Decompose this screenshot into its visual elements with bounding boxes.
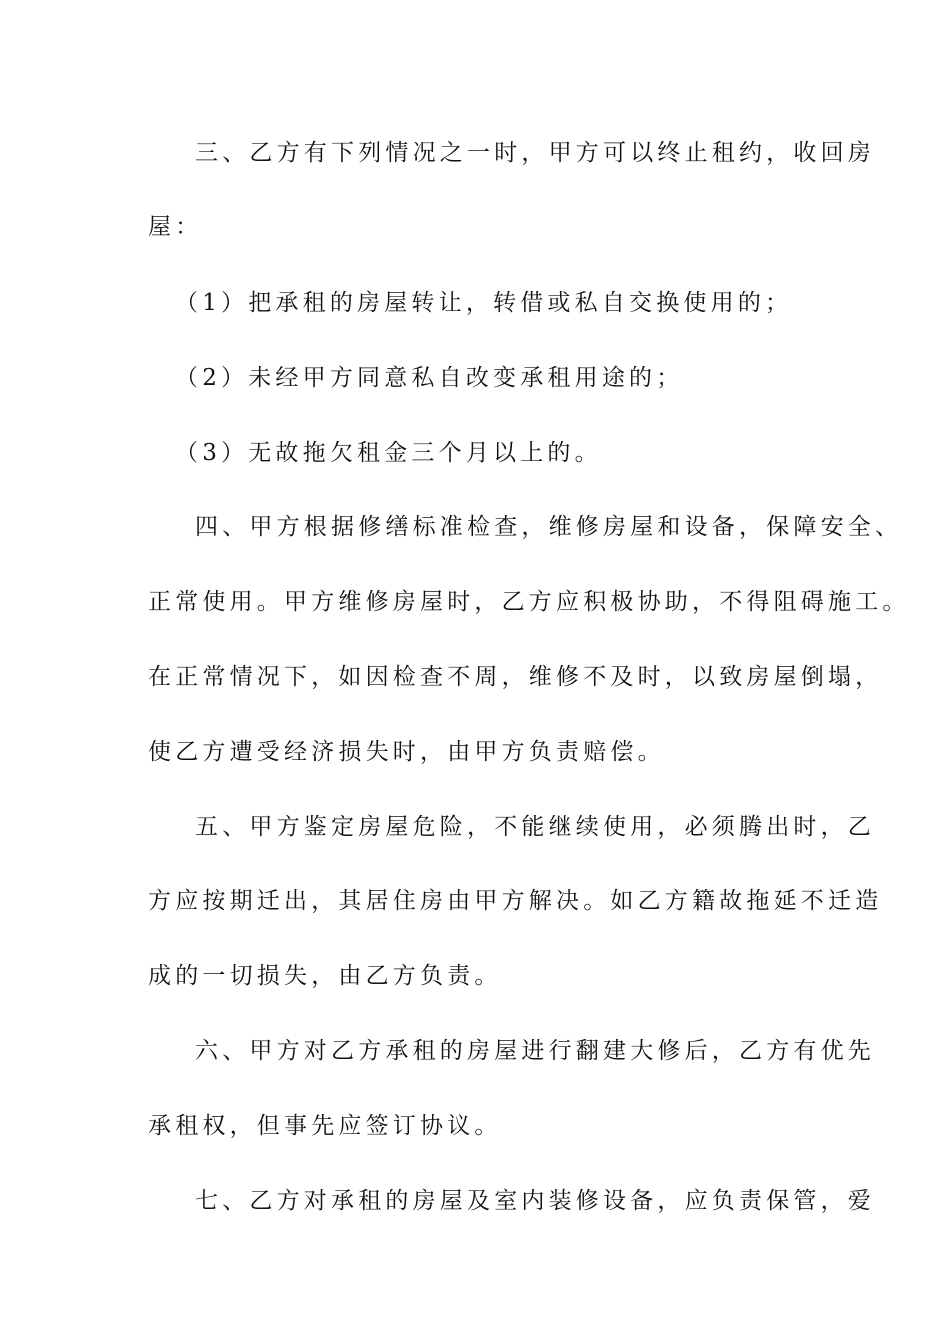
clause-5-line-3: 成的一切损失，由乙方负责。 [148, 963, 502, 989]
clause-3-item-1: （1）把承租的房屋转让，转借或私自交换使用的； [175, 290, 793, 316]
clause-3-item-3: （3）无故拖欠租金三个月以上的。 [175, 440, 602, 466]
clause-6-line-1: 六、甲方对乙方承租的房屋进行翻建大修后，乙方有优先 [195, 1038, 875, 1064]
clause-7-line-1: 七、乙方对承租的房屋及室内装修设备，应负责保管，爱 [195, 1188, 875, 1214]
clause-4-line-2: 正常使用。甲方维修房屋时，乙方应积极协助，不得阻碍施工。 [148, 589, 910, 615]
clause-4-line-1: 四、甲方根据修缮标准检查，维修房屋和设备，保障安全、 [195, 514, 903, 540]
clause-3-item-2: （2）未经甲方同意私自改变承租用途的； [175, 365, 684, 391]
clause-4-line-3: 在正常情况下，如因检查不周，维修不及时，以致房屋倒塌， [148, 664, 883, 690]
clause-3-line-2: 屋： [148, 214, 203, 240]
clause-6-line-2: 承租权，但事先应签订协议。 [148, 1113, 502, 1139]
clause-5-line-1: 五、甲方鉴定房屋危险，不能继续使用，必须腾出时，乙 [195, 814, 875, 840]
clause-3-line-1: 三、乙方有下列情况之一时，甲方可以终止租约，收回房 [195, 140, 875, 166]
clause-5-line-2: 方应按期迁出，其居住房由甲方解决。如乙方籍故拖延不迁造 [148, 888, 883, 914]
clause-4-line-4: 使乙方遭受经济损失时，由甲方负责赔偿。 [148, 739, 665, 765]
